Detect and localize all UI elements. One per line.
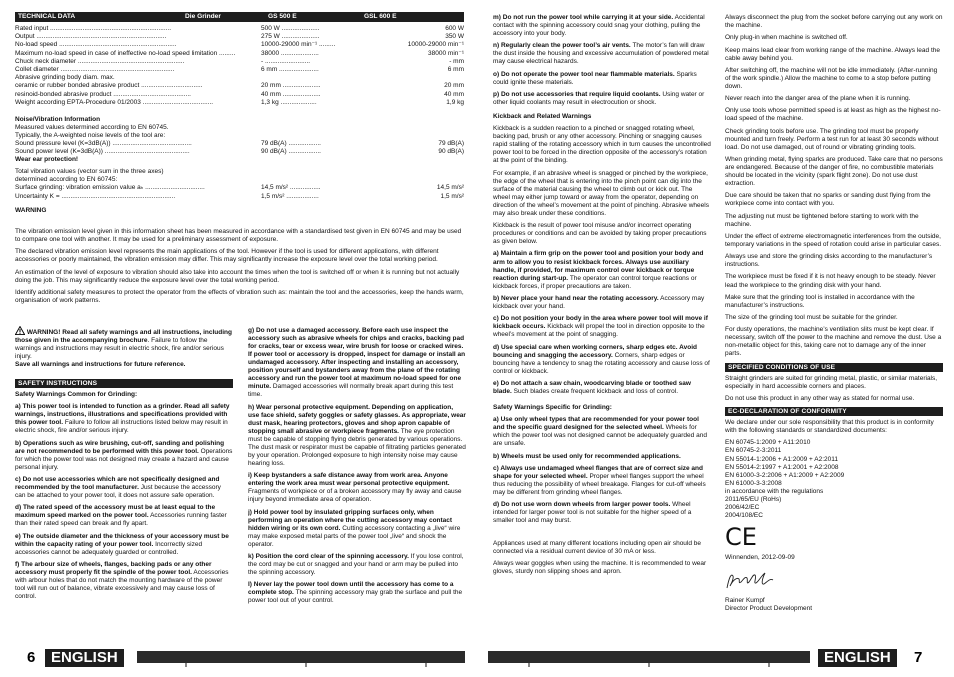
ec-intro: We declare under our sole responsibility that this product is in conformity with the following standards or standardized documents: — [725, 419, 934, 435]
safety-item-bold: b) Operations such as wire brushing, cut-off, sanding and polishing are not recommended to be performed with this power tool. — [15, 439, 225, 455]
spec-row — [15, 99, 464, 107]
kickback-item — [493, 380, 711, 396]
safety-item — [493, 91, 711, 107]
warning-paragraph: An estimation of the level of exposure to vibration should also take into account the times when the tool is switched off or when it is running but not actually doing the job. This may significantly reduce the exposure level over the total working period. — [15, 268, 460, 284]
spec-row — [15, 184, 464, 192]
safety-item — [15, 533, 233, 557]
ec-standard-line: 2011/65/EU (RoHs) — [725, 495, 782, 503]
ec-declaration-header: EC-DECLARATION OF CONFORMITY — [725, 407, 943, 416]
general-paragraph: Always use and store the grinding disks according to the manufacturer’s instructions. — [725, 253, 933, 269]
safety-item — [493, 71, 711, 87]
general-paragraph: Under the effect of extreme electromagnetic interferences from the outside, temporary variations in the speed of rotation could arise in particular cases. — [725, 232, 942, 248]
safety-item-bold: k) Position the cord clear of the spinning accessory. — [248, 552, 409, 560]
ec-standard-line: 2004/108/EC — [725, 511, 763, 519]
grinding-item-text: Wheel intended for larger power tool is not suitable for the higher speed of a smaller tool and may burst. — [493, 501, 692, 525]
safety-item — [15, 504, 233, 528]
kickback-item-text: Kickback will propel the tool in direction opposite to the wheel’s movement at the point of snagging. — [493, 323, 705, 339]
general-paragraph: For dusty operations, the machine’s ventilation slits must be kept clear. If necessary, switch off the power to the machine and remove the dust. Use a non-metallic object for this, taking care not to damage any of the inner parts. — [725, 326, 942, 358]
safety-item — [248, 553, 466, 577]
signature-image — [725, 570, 785, 592]
warning-paragraph: Identify additional safety measures to protect the operator from the effects of vibration such as: maintain the tool and the accessories, keep the hands warm, organisation of work patterns. — [15, 288, 464, 304]
spec-value-1: 6 mm ...................... — [261, 65, 319, 73]
safety-column-1 — [15, 378, 233, 630]
general-paragraph: The size of the grinding tool must be suitable for the grinder. — [725, 314, 898, 322]
kickback-item — [493, 344, 711, 376]
left-footer — [15, 649, 465, 667]
spec-value-2: 40 mm — [444, 90, 464, 98]
safety-item-text: Incorrectly sized accessories cannot be adequately guarded or controlled. — [15, 540, 203, 556]
general-paragraph: Only use tools whose permitted speed is at least as high as the highest no-load speed of the machine. — [725, 107, 941, 123]
safety-item-text: If you lose control, the cord may be cut or snagged and your hand or arm may be pulled into the spinning accessory. — [248, 552, 464, 577]
safety-item-text: Accidental contact with the spinning accessory could snag your clothing, pulling the accessory into your body. — [493, 14, 705, 38]
safety-item-text: Damaged accessories will normally break apart during this test time. — [248, 383, 454, 399]
grinding-item — [493, 501, 711, 525]
spec-value-2: 79 dB(A) — [438, 140, 464, 147]
footer-tick — [185, 663, 187, 667]
safety-item-text: Failure to follow all instructions listed below may result in electric shock, fire and/or serious injury. — [15, 419, 228, 435]
kickback-paragraph: Kickback is the result of power tool misuse and/or incorrect operating procedures or conditions and can be avoided by taking proper precautions as given below. — [493, 222, 707, 246]
general-paragraph: The adjusting nut must be tightened before starting to work with the machine. — [725, 212, 919, 228]
safety-item-text: Cutting accessory contacting a „live“ wire may make exposed metal parts of the power tool „live“ and shock the operator. — [248, 524, 461, 548]
safety-item-bold: e) The outside diameter and the thickness of your accessory must be within the capacity rating of your power tool. — [15, 532, 229, 548]
general-paragraph: Always disconnect the plug from the socket before carrying out any work on the machine. — [725, 14, 943, 30]
ec-standard-line: EN 55014-2:1997 + A1:2001 + A2:2008 — [725, 463, 839, 471]
general-paragraph: The workpiece must be fixed if it is not heavy enough to be steady. Never lead the workpiece to the grinding disk with your hand. — [725, 273, 936, 289]
kickback-item-bold: a) Maintain a firm grip on the power tool and position your body and arm to allow you to resist kickback forces. Always use auxiliary handle, if provided, for maximum control over kickback or torque reaction during start-up. — [493, 250, 704, 282]
spec-label: Rated input ................................................................... — [15, 25, 172, 32]
kickback-item-text: Corners, sharp edges or bouncing have a tendency to snag the rotating accessory and cause loss of control or kickback. — [493, 351, 710, 375]
kickback-paragraph: For example, if an abrasive wheel is snagged or pinched by the workpiece, the edge of the wheel that is entering into the pinch point can dig into the surface of the material causing the wheel to climb out or kick out. The wheel may either jump toward or away from the operator, depending on direction of the wheel’s movement at the point of pinching. Abrasive wheels may also break under these conditions. — [493, 169, 709, 217]
safety-item-text: Accessories running faster than their rated speed can break and fly apart. — [15, 512, 227, 528]
warning-triangle-icon — [15, 326, 25, 335]
kickback-item-text: Such blades create frequent kickback and loss of control. — [511, 387, 679, 395]
vibration-intro-1: Total vibration values (vector sum in the three axes) — [15, 168, 164, 176]
spec-row — [15, 74, 464, 82]
kickback-item — [493, 315, 711, 339]
general-paragraph: Make sure that the grinding tool is installed in accordance with the manufacturer’s instructions. — [725, 293, 915, 309]
grinding-item-text: Wheels for which the power tool was not designed cannot be adequately guarded and are unsafe. — [493, 424, 707, 448]
spec-row — [15, 58, 464, 66]
kickback-item-text: The operator can control torque reactions or kickback forces, if proper precautions are taken. — [493, 274, 697, 290]
grinding-item-bold: c) Always use undamaged wheel flanges that are of correct size and shape for your selected wheel. — [493, 464, 703, 480]
spec-row — [15, 41, 464, 49]
noise-intro-2: Typically, the A-weighted noise levels of the tool are: — [15, 132, 166, 139]
safety-item-bold: f) The arbour size of wheels, flanges, backing pads or any other accessory must properly fit the spindle of the power tool. — [15, 560, 212, 577]
spec-value-2: 90 dB(A) — [438, 148, 464, 156]
safety-column-2 — [248, 327, 466, 627]
grinding-item — [493, 465, 711, 497]
spec-value-2: - mm — [449, 57, 464, 65]
spec-label: Collet diameter ............................................................... — [15, 65, 175, 73]
ec-standard-line: EN 61000-3-3:2008 — [725, 479, 782, 487]
model-label: Die Grinder — [185, 13, 221, 20]
spec-row — [15, 148, 464, 156]
general-paragraph: After switching off, the machine will not be idle immediately. (After-running of the work spindle.) Allow the machine to come to a stop before putting down. — [725, 66, 938, 90]
spec-value-2: 1,9 kg — [446, 98, 464, 106]
spec-value-1: 1,3 kg .................... — [261, 98, 317, 106]
kickback-item-text: Accessory may kickback over your hand. — [493, 294, 705, 310]
kickback-item-bold: b) Never place your hand near the rotating accessory. — [493, 294, 659, 302]
spec-value-1: - ......................... — [261, 57, 311, 65]
ec-standard-line: in accordance with the regulations — [725, 487, 824, 495]
language-label-right: ENGLISH — [818, 649, 897, 667]
kickback-item-bold: d) Use special care when working corners, sharp edges etc. Avoid bouncing and snagging the accessory. — [493, 343, 697, 359]
spec-value-1: 40 mm ..................... — [261, 90, 321, 98]
warning-box-bold: WARNING! Read all safety warnings and all instructions, including those given in the accompanying brochure — [15, 329, 232, 345]
safety-item-text: The motor’s fan will draw the dust inside the housing and excessive accumulation of powdered metal may cause electrical hazards. — [493, 42, 709, 66]
safety-item — [15, 440, 233, 472]
general-paragraph: Never reach into the danger area of the plane when it is running. — [725, 95, 911, 103]
signer-name: Rainer Kumpf — [725, 597, 765, 605]
kickback-paragraph: Kickback is a sudden reaction to a pinched or snagged rotating wheel, backing pad, brush or any other accessory. Pinching or snagging causes rapid stalling of the rotating accessory which in turn causes the uncontrolled power tool to be forced in the direction opposite of the accessory’s rotation at the point of the binding. — [493, 125, 711, 165]
spec-value-1: 500 W ..................... — [261, 25, 320, 32]
specified-conditions-header: SPECIFIED CONDITIONS OF USE — [725, 363, 943, 372]
safety-item-bold: a) This power tool is intended to function as a grinder. Read all safety warnings, instructions, illustrations and specifications provided with this power tool. — [15, 403, 230, 427]
spec-value-1: 275 W ..................... — [261, 33, 320, 41]
vibration-intro-2: determined according to EN 60745: — [15, 176, 118, 184]
safety-item-bold: m) Do not run the power tool while carrying it at your side. — [493, 14, 674, 21]
warning-text — [15, 228, 465, 309]
spec-label: ceramic or rubber bonded abrasive product .................................. — [15, 82, 203, 90]
safety-item-text: Operations for which the power tool was not designed may create a hazard and cause personal injury. — [15, 447, 233, 471]
vibration-table — [15, 184, 464, 200]
safety-item-bold: o) Do not operate the power tool near flammable materials. — [493, 70, 675, 78]
safety-item-text: The eye protection must be capable of stopping flying debris generated by various operations. The dust mask or respirator must be capable of filtrating particles generated by your operation. Prolonged exposure to high intensity noise may cause hearing loss. — [248, 427, 466, 467]
warning-box-text: . Failure to follow the warnings and instructions may result in electric shock, fire and/or serious injury. — [15, 337, 224, 361]
spec-row — [15, 50, 464, 58]
ec-standard-line: 2006/42/EC — [725, 503, 760, 511]
spec-value-2: 6 mm — [447, 65, 464, 73]
ec-standard-line: EN 61000-3-2:2006 + A1:2009 + A2:2009 — [725, 471, 845, 479]
spec-row — [15, 193, 464, 201]
footer-bar-right — [488, 651, 810, 663]
spec-value-2: 10000-29000 min⁻¹ — [407, 41, 464, 49]
right-footer — [488, 649, 938, 667]
grinding-item — [493, 453, 711, 461]
model-col1: GS 500 E — [268, 13, 297, 20]
spec-value-1: 1,5 m/s² .................. — [261, 192, 319, 200]
noise-section — [15, 116, 464, 215]
safety-item-bold: p) Do not use accessories that require liquid coolants. — [493, 90, 661, 98]
kickback-title: Kickback and Related Warnings — [493, 113, 592, 121]
spec-value-2: 38000 min⁻¹ — [428, 49, 464, 57]
ec-standard-line: EN 55014-1:2006 + A1:2009 + A2:2011 — [725, 455, 839, 463]
grinding-item-bold: b) Wheels must be used only for recommended applications. — [493, 452, 681, 460]
safety-item-text: The spinning accessory may grab the surface and pull the power tool out of your control. — [248, 589, 463, 605]
spec-value-1: 79 dB(A) .................. — [261, 140, 321, 147]
warning-title: WARNING — [15, 206, 47, 214]
spec-label: resinoid-bonded abrasive product ........................................... — [15, 90, 191, 98]
kickback-item — [493, 250, 711, 290]
general-paragraph: Appliances used at many different locations including open air should be connected via a residual current device of 30 mA or less. — [493, 539, 702, 555]
spec-value-1: 20 mm ..................... — [261, 82, 321, 90]
safety-item — [248, 509, 466, 549]
spec-label: Abrasive grinding body diam. max. — [15, 74, 115, 82]
kickback-item-bold: e) Do not attach a saw chain, woodcarving blade or toothed saw blade. — [493, 379, 691, 395]
wear-ear-protection: Wear ear protection! — [15, 156, 79, 164]
safety-item-bold: d) The rated speed of the accessory must be at least equal to the maximum speed marked on the power tool. — [15, 504, 216, 520]
grinding-item-bold: a) Use only wheel types that are recommended for your power tool and the specific guard designed for the selected wheel. — [493, 416, 699, 432]
safety-item — [248, 472, 466, 504]
spec-label: Output ........................................................................ — [15, 33, 167, 41]
warning-paragraph: The vibration emission level given in this information sheet has been measured in accordance with a standardised test given in EN 60745 and may be used to compare one tool with another. It may be used for a preliminary assessment of exposure. — [15, 228, 462, 244]
general-paragraph: Always wear goggles when using the machine. It is recommended to wear gloves, sturdy non slipping shoes and apron. — [493, 559, 707, 575]
safety-item-text: Just because the accessory can be attached to your power tool, it does not assure safe operation. — [15, 484, 221, 500]
language-label-left: ENGLISH — [45, 649, 124, 667]
spec-label: Sound pressure level (K=3dB(A)) ............................................ — [15, 140, 192, 147]
warning-box-save: Save all warnings and instructions for future reference. — [15, 361, 186, 369]
safety-instructions-header: SAFETY INSTRUCTIONS — [15, 379, 233, 388]
technical-data-title: TECHNICAL DATA — [18, 13, 76, 20]
grinding-item-text: Proper wheel flanges support the wheel thus reducing the possibility of wheel breakage. Flanges for cut-off wheels may be different from grinding wheel flanges. — [493, 472, 706, 496]
noise-title: Noise/Vibration Information — [15, 116, 101, 123]
safety-item-bold: g) Do not use a damaged accessory. Before each use inspect the accessory such as abrasive wheels for chips and cracks, backing pad for cracks, tear or excess wear, wire brush for loose or cracked wires. If power tool or accessory is dropped, inspect for damage or install an undamaged accessory. After inspecting and installing an accessory, position yourself and bystanders away from the plane of the rotating accessory and run the power tool at maximum no-load speed for one minute. — [248, 327, 466, 391]
footer-tick — [425, 663, 427, 667]
grinding-item — [493, 416, 711, 448]
safety-item — [15, 476, 233, 500]
footer-tick — [305, 663, 307, 667]
safety-item-bold: i) Keep bystanders a safe distance away from work area. Anyone entering the work area must wear personal protective equipment. — [248, 472, 450, 488]
safety-item — [493, 42, 711, 66]
safety-warning-box — [15, 326, 233, 369]
safety-item-bold: l) Never lay the power tool down until the accessory has come to a complete stop. — [248, 581, 454, 597]
ec-standard-line: EN 60745-1:2009 + A11:2010 — [725, 439, 811, 447]
safety-item-bold: n) Regularly clean the power tool’s air vents. — [493, 42, 631, 50]
general-paragraph: When grinding metal, flying sparks are produced. Take care that no persons are endangered. Because of the danger of fire, no combustible materials should be located in the vicinity (spark flight zone). Do not use dust extraction. — [725, 155, 943, 188]
spec-row — [15, 91, 464, 99]
spec-value-2: 600 W — [445, 25, 464, 32]
spec-row — [15, 25, 464, 33]
footer-tick — [768, 663, 770, 667]
safety-item-bold: h) Wear personal protective equipment. Depending on application, use face shield, safety goggles or safety glasses. As appropriate, wear dust mask, hearing protectors, gloves and shop apron capable of stopping small abrasive or workpiece fragments. — [248, 403, 466, 435]
grinding-item-bold: d) Do not use worn down wheels from larger power tools. — [493, 501, 671, 509]
safety-item-text: Accessories with arbour holes that do not match the mounting hardware of the power tool will run out of balance, vibrate excessively and may cause loss of control. — [15, 569, 229, 601]
model-col2: GSL 600 E — [364, 13, 397, 20]
safety-item-bold: j) Hold power tool by insulated gripping surfaces only, when performing an operation where the cutting accessory may contact hidden wiring or its own cord. — [248, 508, 453, 532]
noise-table — [15, 140, 464, 156]
right-column-2 — [725, 14, 943, 639]
spec-value-1: 10000-29000 min⁻¹ ......... — [261, 41, 336, 49]
page-number-left: 6 — [27, 649, 36, 666]
right-column-1 — [493, 14, 711, 639]
footer-bar-left — [137, 651, 465, 663]
spec-row — [15, 33, 464, 41]
spec-value-1: 38000 ..................... — [261, 49, 319, 57]
conditions-paragraph: Do not use this product in any other way as stated for normal use. — [725, 394, 915, 402]
safety-item — [493, 14, 711, 38]
safety-item — [15, 403, 233, 435]
safety-item — [248, 327, 466, 399]
footer-tick — [648, 663, 650, 667]
safety-item-bold: c) Do not use accessories which are not specifically designed and recommended by the tool manufacturer. — [15, 475, 220, 492]
spec-row — [15, 140, 464, 148]
spec-value-2: 1,5 m/s² — [440, 192, 464, 200]
spec-label: No-load speed ................................................................. — [15, 41, 177, 49]
general-paragraph: Due care should be taken that no sparks or sanding dust flying from the workpiece come into contact with you. — [725, 192, 931, 208]
spec-value-2: 20 mm — [444, 82, 464, 90]
place-date: Winnenden, 2012-09-09 — [725, 553, 795, 561]
safety-item — [248, 404, 466, 468]
spec-row — [15, 66, 464, 74]
footer-tick — [528, 663, 530, 667]
safety-item-text: Fragments of workpiece or of a broken accessory may fly away and cause injury beyond immediate area of operation. — [248, 488, 462, 504]
spec-value-1: 14,5 m/s² ................. — [261, 184, 321, 192]
technical-data-table — [15, 25, 464, 107]
spec-value-2: 350 W — [445, 33, 464, 41]
kickback-item — [493, 295, 711, 311]
ce-mark-logo: CE — [725, 522, 757, 551]
kickback-item-bold: c) Do not position your body in the area where power tool will move if kickback occurs. — [493, 315, 708, 331]
spec-label: Maximum no-load speed in case of ineffective no-load speed limitation ......... — [15, 49, 236, 57]
general-paragraph: Check grinding tools before use. The grinding tool must be properly mounted and turn freely. Perform a test run for at least 30 seconds without load. Do not use damaged, out of round or vibrating grinding tools. — [725, 127, 939, 151]
safety-item — [248, 581, 466, 605]
safety-item — [15, 561, 233, 601]
noise-intro-1: Measured values determined according to EN 60745. — [15, 124, 169, 131]
spec-value-2: 14,5 m/s² — [436, 184, 464, 192]
safety-common-title: Safety Warnings Common for Grinding: — [15, 391, 138, 398]
safety-item-text: Sparks could ignite these materials. — [493, 70, 697, 86]
signer-title: Director Product Development — [725, 605, 813, 613]
right-page — [477, 0, 954, 677]
general-paragraph: Only plug-in when machine is switched off. — [725, 34, 848, 42]
spec-label: Weight according EPTA-Procedure 01/2003 ....................................... — [15, 98, 214, 106]
general-paragraph: Keep mains lead clear from working range of the machine. Always lead the cable away behind you. — [725, 46, 940, 62]
spec-label: Uncertainty K = ............................................................... — [15, 192, 176, 200]
conditions-paragraph: Straight grinders are suited for grinding metal, plastic, or similar materials, especially in hard accessible corners and places. — [725, 374, 938, 390]
spec-label: Surface grinding: vibration emission value aₕ ................................. — [15, 184, 205, 192]
spec-label: Sound power level (K=3dB(A)) ............................................... — [15, 148, 190, 156]
warning-paragraph: The declared vibration emission level represents the main applications of the tool. However if the tool is used for different applications, with different accessories or poorly maintained, the vibration emission may differ. This may significantly increase the exposure level over the total working period. — [15, 248, 439, 264]
spec-value-1: 90 dB(A) .................. — [261, 148, 321, 156]
page-number-right: 7 — [914, 649, 923, 666]
technical-data-header — [15, 12, 464, 22]
grinding-title: Safety Warnings Specific for Grinding: — [493, 403, 612, 411]
spec-label: Chuck neck diameter ........................................................... — [15, 57, 185, 65]
safety-item-text: Using water or other liquid coolants may result in electrocution or shock. — [493, 90, 705, 106]
ec-standard-line: EN 60745-2-3:2011 — [725, 447, 782, 455]
spec-row — [15, 82, 464, 90]
